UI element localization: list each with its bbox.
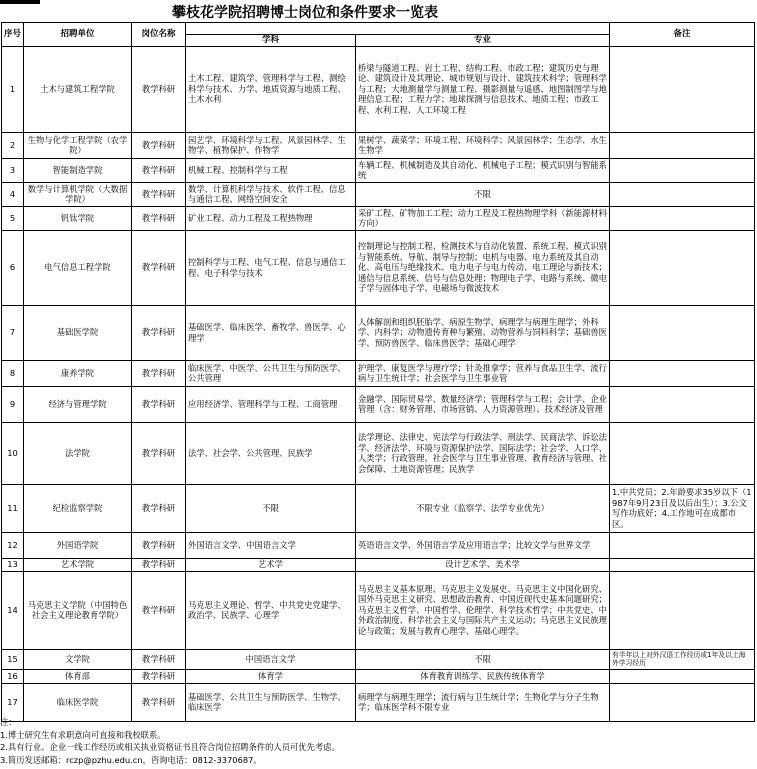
row-remark: 有半年以上对外汉语工作经历或1年及以上海外学习经历 bbox=[610, 649, 755, 669]
page-title: 攀枝花学院招聘博士岗位和条件要求一览表 bbox=[172, 5, 438, 21]
row-post: 教学科研 bbox=[132, 386, 186, 422]
row-remark bbox=[610, 182, 755, 206]
row-major: 车辆工程、机械制造及其自动化、机械电子工程；模式识别与智能系统 bbox=[356, 158, 610, 182]
row-post: 教学科研 bbox=[132, 230, 186, 305]
row-post: 教学科研 bbox=[132, 158, 186, 182]
row-no: 6 bbox=[2, 230, 24, 305]
row-major: 护理学、康复医学与理疗学；针灸推拿学；营养与食品卫生学、流行病与卫生统计学；社会医学与卫生事业管 bbox=[356, 360, 610, 386]
table-row bbox=[2, 305, 755, 360]
row-remark bbox=[610, 669, 755, 683]
note-item: 2.具有行业、企业一线工作经历或相关执业资格证书且符合岗位招聘条件的人员可优先考虑。 bbox=[0, 742, 340, 752]
row-major: 桥梁与隧道工程、岩土工程、结构工程、市政工程；建筑历史与理论、建筑设计及其理论、城市规划与设计、建筑技术科学；管理科学与工程；大地测量学与测量工程、摄影测量与遥感、地图制图学与地理信息工程；工程力学；地球探测与信息技术、地质工程；市政工程、水利工程、人工环境工程 bbox=[356, 46, 610, 132]
table-row bbox=[2, 206, 755, 230]
row-major: 不限专业（监察学、法学专业优先） bbox=[356, 484, 610, 532]
row-discipline: 体育学 bbox=[186, 669, 356, 683]
table-row bbox=[2, 360, 755, 386]
row-unit: 钒钛学院 bbox=[24, 206, 132, 230]
row-discipline: 马克思主义理论、哲学、中共党史党建学、政治学、民族学、心理学 bbox=[186, 571, 356, 649]
table-row bbox=[2, 230, 755, 305]
row-remark bbox=[610, 46, 755, 132]
row-major: 控制理论与控制工程、检测技术与自动化装置、系统工程、模式识别与智能系统、导航、制导与控制；电机与电器、电力系统及其自动化、高电压与绝缘技术、电力电子与电力传动、电工理论与新技术；通信与信息系统、信号与信息处理；物理电子学、电路与系统、微电子学与固体电子学、电磁场与微波技术 bbox=[356, 230, 610, 305]
row-remark bbox=[610, 158, 755, 182]
row-major: 法学理论、法律史、宪法学与行政法学、刑法学、民商法学、诉讼法学、经济法学、环境与资源保护法学、国际法学；社会学、人口学、人类学；行政管理、社会医学与卫生事业管理、教育经济与管理、社会保障、土地资源管理；民族学 bbox=[356, 422, 610, 484]
row-remark bbox=[610, 386, 755, 422]
row-major: 金融学、国际贸易学、数量经济学；管理科学与工程；会计学、企业管理（含：财务管理、市场营销、人力资源管理）、技术经济及管理 bbox=[356, 386, 610, 422]
positions-table bbox=[1, 22, 755, 722]
row-discipline: 控制科学与工程、电气工程、信息与通信工程、电子科学与技术 bbox=[186, 230, 356, 305]
row-discipline: 矿业工程、动力工程及工程热物理 bbox=[186, 206, 356, 230]
row-unit: 文学院 bbox=[24, 649, 132, 669]
table-row bbox=[2, 132, 755, 158]
row-post: 教学科研 bbox=[132, 683, 186, 721]
header-unit: 招聘单位 bbox=[24, 23, 132, 47]
row-remark bbox=[610, 132, 755, 158]
row-discipline: 数学、计算机科学与技术、软件工程、信息与通信工程、网络空间安全 bbox=[186, 182, 356, 206]
row-unit: 外国语学院 bbox=[24, 532, 132, 558]
table-row bbox=[2, 158, 755, 182]
row-discipline: 机械工程、控制科学与工程 bbox=[186, 158, 356, 182]
row-post: 教学科研 bbox=[132, 558, 186, 571]
row-discipline: 园艺学、环境科学与工程、风景园林学、生物学、植物保护、作物学 bbox=[186, 132, 356, 158]
notes-section bbox=[0, 716, 757, 766]
row-unit: 临床医学院 bbox=[24, 683, 132, 721]
header-discipline: 学科 bbox=[186, 35, 356, 47]
row-no: 2 bbox=[2, 132, 24, 158]
row-discipline: 法学、社会学、公共管理、民族学 bbox=[186, 422, 356, 484]
row-no: 8 bbox=[2, 360, 24, 386]
row-post: 教学科研 bbox=[132, 360, 186, 386]
row-major: 设计艺术学、美术学 bbox=[356, 558, 610, 571]
header-remark: 备注 bbox=[610, 23, 755, 47]
row-unit: 基础医学院 bbox=[24, 305, 132, 360]
row-post: 教学科研 bbox=[132, 305, 186, 360]
table-row bbox=[2, 571, 755, 649]
table-row bbox=[2, 649, 755, 669]
row-post: 教学科研 bbox=[132, 206, 186, 230]
row-unit: 经济与管理学院 bbox=[24, 386, 132, 422]
row-major: 果树学、蔬菜学；环境工程、环境科学；风景园林学；生态学、水生生物学 bbox=[356, 132, 610, 158]
row-no: 12 bbox=[2, 532, 24, 558]
row-post: 教学科研 bbox=[132, 182, 186, 206]
row-no: 4 bbox=[2, 182, 24, 206]
row-discipline: 外国语言文学、中国语言文学 bbox=[186, 532, 356, 558]
row-unit: 康养学院 bbox=[24, 360, 132, 386]
row-no: 14 bbox=[2, 571, 24, 649]
row-post: 教学科研 bbox=[132, 532, 186, 558]
row-unit: 体育部 bbox=[24, 669, 132, 683]
row-unit: 数学与计算机学院（大数据学院） bbox=[24, 182, 132, 206]
row-post: 教学科研 bbox=[132, 422, 186, 484]
row-major: 采矿工程、矿物加工工程；动力工程及工程热物理学科（新能源材料方向） bbox=[356, 206, 610, 230]
row-remark bbox=[610, 206, 755, 230]
row-major: 人体解剖和组织胚胎学、病原生物学、病理学与病理生理学；外科学、内科学；动物遗传育种与繁殖、动物营养与饲料科学；基础兽医学、预防兽医学、临床兽医学；基础心理学 bbox=[356, 305, 610, 360]
header-post: 岗位名称 bbox=[132, 23, 186, 47]
row-remark bbox=[610, 360, 755, 386]
row-unit: 马克思主义学院（中国特色社会主义理论教育学院） bbox=[24, 571, 132, 649]
row-discipline: 土木工程、建筑学、管理科学与工程、测绘科学与技术、力学、地质资源与地质工程、土木水利 bbox=[186, 46, 356, 132]
row-no: 10 bbox=[2, 422, 24, 484]
row-remark: 1.中共党员；2.年龄要求35岁以下（1987年9月23日及以后出生）；3.公文写作功底好；4.工作地可在成都市区。 bbox=[610, 484, 755, 532]
row-no: 16 bbox=[2, 669, 24, 683]
row-no: 9 bbox=[2, 386, 24, 422]
row-unit: 土木与建筑工程学院 bbox=[24, 46, 132, 132]
note-item: 3.简历发送邮箱：rczp@pzhu.edu.cn，咨询电话：0812-3370687。 bbox=[0, 754, 262, 765]
row-no: 5 bbox=[2, 206, 24, 230]
table-row bbox=[2, 558, 755, 571]
row-no: 17 bbox=[2, 683, 24, 721]
row-remark bbox=[610, 532, 755, 558]
row-discipline: 不限 bbox=[186, 484, 356, 532]
row-major: 病理学与病理生理学；流行病与卫生统计学；生物化学与分子生物学；临床医学科不限专业 bbox=[356, 683, 610, 721]
table-row bbox=[2, 669, 755, 683]
note-item: 1.博士研究生有求职意向可直接和我校联系。 bbox=[0, 729, 166, 740]
row-unit: 艺术学院 bbox=[24, 558, 132, 571]
table-row bbox=[2, 484, 755, 532]
row-discipline: 临床医学、中医学、公共卫生与预防医学、公共管理 bbox=[186, 360, 356, 386]
row-discipline: 基础医学、公共卫生与预防医学、生物学、临床医学 bbox=[186, 683, 356, 721]
row-unit: 法学院 bbox=[24, 422, 132, 484]
row-remark bbox=[610, 230, 755, 305]
row-post: 教学科研 bbox=[132, 132, 186, 158]
table-row bbox=[2, 182, 755, 206]
row-remark bbox=[610, 305, 755, 360]
table-row bbox=[2, 422, 755, 484]
header-major: 专业 bbox=[356, 35, 610, 47]
row-discipline: 基础医学、临床医学、畜牧学、兽医学、心理学 bbox=[186, 305, 356, 360]
row-major: 英语语言文学、外国语言学及应用语言学；比较文学与世界文学 bbox=[356, 532, 610, 558]
row-no: 3 bbox=[2, 158, 24, 182]
row-discipline: 艺术学 bbox=[186, 558, 356, 571]
row-unit: 电气信息工程学院 bbox=[24, 230, 132, 305]
row-discipline: 中国语言文学 bbox=[186, 649, 356, 669]
row-major: 不限 bbox=[356, 182, 610, 206]
row-no: 7 bbox=[2, 305, 24, 360]
row-major: 体育教育训练学、民族传统体育学 bbox=[356, 669, 610, 683]
row-remark bbox=[610, 571, 755, 649]
positions-body bbox=[2, 46, 755, 721]
row-no: 13 bbox=[2, 558, 24, 571]
row-remark bbox=[610, 558, 755, 571]
row-major: 不限 bbox=[356, 649, 610, 669]
row-no: 11 bbox=[2, 484, 24, 532]
row-discipline: 应用经济学、管理科学与工程、工商管理 bbox=[186, 386, 356, 422]
header-requirements bbox=[186, 23, 610, 35]
header-no: 序号 bbox=[2, 23, 24, 47]
notes-heading: 注： bbox=[0, 717, 17, 727]
row-unit: 生物与化学工程学院（农学院） bbox=[24, 132, 132, 158]
table-row bbox=[2, 532, 755, 558]
row-post: 教学科研 bbox=[132, 484, 186, 532]
row-unit: 纪检监察学院 bbox=[24, 484, 132, 532]
table-row bbox=[2, 386, 755, 422]
row-post: 教学科研 bbox=[132, 669, 186, 683]
row-no: 15 bbox=[2, 649, 24, 669]
row-post: 教学科研 bbox=[132, 46, 186, 132]
row-unit: 智能制造学院 bbox=[24, 158, 132, 182]
row-post: 教学科研 bbox=[132, 649, 186, 669]
row-major: 马克思主义基本原理、马克思主义发展史、马克思主义中国化研究、国外马克思主义研究、思想政治教育、中国近现代史基本问题研究；马克思主义哲学、中国哲学、伦理学、科学技术哲学；中共党史、中外政治制度、科学社会主义与国际共产主义运动；马克思主义民族理论与政策；发展与教育心理学、基础心理学。 bbox=[356, 571, 610, 649]
row-post: 教学科研 bbox=[132, 571, 186, 649]
row-no: 1 bbox=[2, 46, 24, 132]
table-row bbox=[2, 46, 755, 132]
row-remark bbox=[610, 422, 755, 484]
